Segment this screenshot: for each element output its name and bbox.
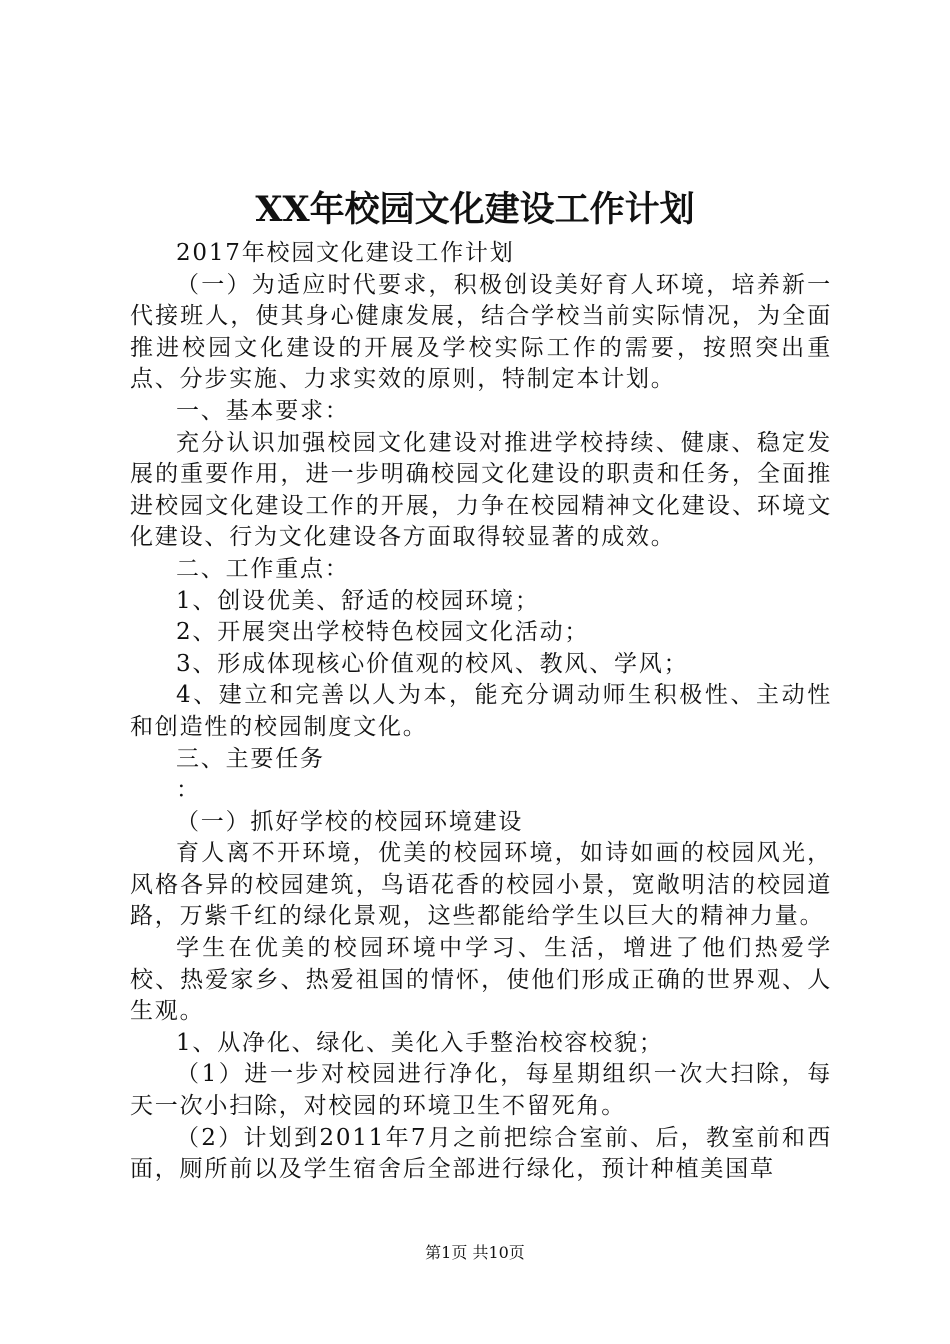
list-item: 4、建立和完善以人为本，能充分调动师生积极性、主动性和创造性的校园制度文化。: [130, 682, 832, 740]
list-item: （2）计划到2011年7月之前把综合室前、后，教室前和西面，厕所前以及学生宿舍后全部进行绿化，预计种植美国草: [130, 1124, 832, 1183]
section-heading: 二、工作重点：: [176, 555, 350, 582]
section-heading: 三、主要任务: [176, 745, 325, 772]
paragraph: 学生在优美的校园环境中学习、生活，增进了他们热爱学校、热爱家乡、热爱祖国的情怀，使他们形成正确的世界观、人生观。: [130, 935, 832, 1025]
document-title: XX年校园文化建设工作计划: [255, 189, 695, 230]
list-item: 1、创设优美、舒适的校园环境；: [176, 587, 540, 614]
paragraph: （一）为适应时代要求，积极创设美好育人环境，培养新一代接班人，使其身心健康发展，结合学校当前实际情况，为全面推进校园文化建设的开展及学校实际工作的需要，按照突出重点、分步实施、力求实效的原则，特制定本计划。: [130, 271, 832, 393]
paragraph: 育人离不开环境，优美的校园环境，如诗如画的校园风光，风格各异的校园建筑，鸟语花香的校园小景，宽敞明洁的校园道路，万紫千红的绿化景观，这些都能给学生以巨大的精神力量。: [130, 840, 832, 930]
paragraph: ：: [176, 777, 201, 804]
page-footer: 第1页 共10页: [425, 1243, 525, 1262]
list-item: （1）进一步对校园进行净化，每星期组织一次大扫除，每天一次小扫除，对校园的环境卫生不留死角。: [130, 1061, 832, 1120]
paragraph: 2017年校园文化建设工作计划: [176, 240, 515, 266]
subsection-heading: （一）抓好学校的校园环境建设: [176, 808, 524, 835]
document-body: [130, 238, 832, 1186]
paragraph: 充分认识加强校园文化建设对推进学校持续、健康、稳定发展的重要作用，进一步明确校园文化建设的职责和任务，全面推进校园文化建设工作的开展，力争在校园精神文化建设、环境文化建设、行为文化建设各方面取得较显著的成效。: [130, 429, 832, 551]
list-item: 2、开展突出学校特色校园文化活动；: [176, 619, 590, 646]
list-item: 3、形成体现核心价值观的校风、教风、学风；: [176, 650, 689, 677]
list-item: 1、从净化、绿化、美化入手整治校容校貌；: [176, 1029, 664, 1056]
section-heading: 一、基本要求：: [176, 397, 350, 424]
